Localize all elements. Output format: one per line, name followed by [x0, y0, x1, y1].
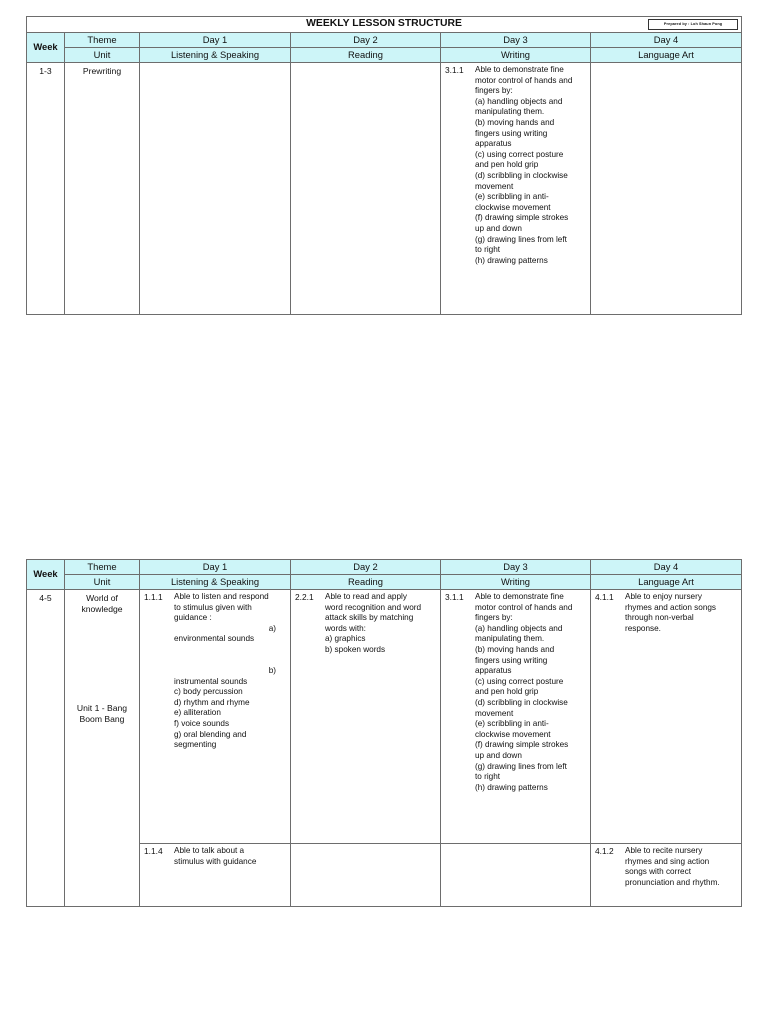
text-line: manipulating them.: [475, 107, 545, 117]
text-line: response.: [625, 623, 661, 633]
unit-header: Unit: [65, 48, 140, 63]
text-line: World of: [86, 593, 118, 603]
day1-cell: [140, 590, 291, 844]
day2-cell: [291, 844, 441, 907]
day2-skill-header: Reading: [291, 48, 441, 63]
table-row: [27, 590, 742, 844]
day3-cell: [441, 844, 591, 907]
standard-text: [625, 592, 739, 634]
week-header: Week: [27, 33, 65, 63]
text-line: Able to recite nursery: [625, 846, 703, 855]
standard-text: [625, 846, 739, 888]
day4-header: Day 4: [591, 33, 742, 48]
standard-code: 3.1.1: [445, 592, 464, 602]
text-line: and pen hold grip: [475, 160, 539, 170]
week-cell: 1-3: [27, 63, 65, 315]
text-line: b) spoken words: [325, 644, 386, 654]
day1-skill-header: Listening & Speaking: [140, 575, 291, 590]
text-line: fingers using writing: [475, 655, 548, 665]
text-line: (f) drawing simple strokes: [475, 740, 569, 750]
text-line: Able to talk about a: [174, 846, 245, 855]
document-title: WEEKLY LESSON STRUCTURE: [306, 18, 462, 30]
week-cell: 4-5: [27, 590, 65, 907]
text-line: (b) moving hands and: [475, 117, 555, 127]
standard-code: 4.1.2: [595, 846, 614, 856]
learning-standard-entry: [591, 590, 741, 634]
text-line: segmenting: [174, 740, 217, 750]
learning-standard-entry: [441, 63, 590, 266]
text-line: attack skills by matching: [325, 613, 414, 623]
text-line: (h) drawing patterns: [475, 782, 548, 792]
text-line: Able to demonstrate fine: [475, 592, 564, 601]
text-line: guidance :: [174, 613, 212, 623]
text-line: fingers by:: [475, 613, 513, 623]
text-line: Able to listen and respond: [174, 592, 269, 601]
day3-header: Day 3: [441, 560, 591, 575]
text-line: fingers using writing: [475, 128, 548, 138]
text-line: (b) moving hands and: [475, 644, 555, 654]
text-line: apparatus: [475, 666, 512, 676]
text-line: Able to demonstrate fine: [475, 65, 564, 74]
text-line: c) body percussion: [174, 687, 243, 697]
day4-cell: [591, 590, 742, 844]
text-line: movement: [475, 181, 514, 191]
text-line: to stimulus given with: [174, 602, 252, 612]
standard-text: [475, 592, 588, 793]
text-line: Boom Bang: [79, 714, 125, 724]
text-line: f) voice sounds: [174, 718, 230, 728]
standard-code: 1.1.4: [144, 846, 163, 856]
text-line: Able to enjoy nursery: [625, 592, 702, 601]
day1-cell: [140, 844, 291, 907]
text-line: Able to read and apply: [325, 592, 407, 601]
unit-text: [65, 703, 139, 725]
day1-header: Day 1: [140, 560, 291, 575]
text-line: to right: [475, 772, 501, 782]
text-line: (d) scribbling in clockwise: [475, 697, 568, 707]
text-line: Unit 1 - Bang: [76, 703, 128, 713]
text-line: instrumental sounds: [174, 676, 248, 686]
theme-header: Theme: [65, 33, 140, 48]
text-line: rhymes and sing action: [625, 856, 710, 866]
text-line: d) rhythm and rhyme: [174, 697, 250, 707]
sub-item-marker: a): [268, 623, 276, 633]
text-line: (d) scribbling in clockwise: [475, 170, 568, 180]
text-line: (g) drawing lines from left: [475, 761, 567, 771]
text-line: a) graphics: [325, 634, 366, 644]
standard-code: 3.1.1: [445, 65, 464, 75]
day2-header: Day 2: [291, 33, 441, 48]
day4-cell: [591, 63, 742, 315]
standard-text: [174, 846, 288, 867]
lesson-table-weeks-1-3: [26, 16, 742, 315]
text-line: movement: [475, 708, 514, 718]
day2-skill-header: Reading: [291, 575, 441, 590]
unit-header: Unit: [65, 575, 140, 590]
text-line: e) alliteration: [174, 708, 221, 718]
text-line: rhymes and action songs: [625, 602, 717, 612]
standard-code: 4.1.1: [595, 592, 614, 602]
text-line: words with:: [325, 623, 366, 633]
standard-text: [174, 592, 288, 751]
text-line: clockwise movement: [475, 729, 551, 739]
week-header: Week: [27, 560, 65, 590]
text-line: motor control of hands and: [475, 602, 573, 612]
text-line: (a) handling objects and: [475, 623, 563, 633]
theme-header: Theme: [65, 560, 140, 575]
text-line: clockwise movement: [475, 202, 551, 212]
text-line: stimulus with guidance: [174, 856, 257, 866]
theme-text: [65, 593, 139, 615]
prepared-by-box: Prepared by : Loh Shaun Pong: [648, 19, 738, 30]
text-line: and pen hold grip: [475, 687, 539, 697]
text-line: knowledge: [81, 604, 123, 614]
day3-cell: [441, 590, 591, 844]
day2-header: Day 2: [291, 560, 441, 575]
day3-skill-header: Writing: [441, 575, 591, 590]
text-line: through non-verbal: [625, 613, 694, 623]
learning-standard-entry: [591, 844, 741, 888]
day1-cell: [140, 63, 291, 315]
text-line: word recognition and word: [325, 602, 422, 612]
lesson-table-weeks-4-5: [26, 559, 742, 907]
text-line: (g) drawing lines from left: [475, 234, 567, 244]
day1-skill-header: Listening & Speaking: [140, 48, 291, 63]
day2-cell: [291, 63, 441, 315]
theme-cell: Prewriting: [65, 63, 140, 315]
text-line: up and down: [475, 223, 522, 233]
learning-standard-entry: [441, 590, 590, 793]
learning-standard-entry: [140, 590, 290, 751]
theme-unit-cell: [65, 590, 140, 907]
day4-skill-header: Language Art: [591, 48, 742, 63]
learning-standard-entry: [140, 844, 290, 867]
text-line: (c) using correct posture: [475, 149, 564, 159]
day4-skill-header: Language Art: [591, 575, 742, 590]
text-line: to right: [475, 245, 501, 255]
text-line: fingers by:: [475, 86, 513, 96]
standard-code: 2.2.1: [295, 592, 314, 602]
text-line: (a) handling objects and: [475, 96, 563, 106]
text-line: g) oral blending and: [174, 729, 247, 739]
day2-cell: [291, 590, 441, 844]
text-line: (c) using correct posture: [475, 676, 564, 686]
standard-text: [325, 592, 438, 656]
sub-item-text: environmental sounds: [174, 634, 255, 644]
text-line: motor control of hands and: [475, 75, 573, 85]
text-line: manipulating them.: [475, 634, 545, 644]
table-row: [27, 63, 742, 315]
text-line: pronunciation and rhythm.: [625, 877, 720, 887]
day4-cell: [591, 844, 742, 907]
day4-header: Day 4: [591, 560, 742, 575]
day3-cell: [441, 63, 591, 315]
text-line: apparatus: [475, 139, 512, 149]
text-line: songs with correct: [625, 867, 691, 877]
text-line: up and down: [475, 750, 522, 760]
text-line: (f) drawing simple strokes: [475, 213, 569, 223]
document-title-cell: [27, 17, 742, 33]
standard-code: 1.1.1: [144, 592, 163, 602]
day3-skill-header: Writing: [441, 48, 591, 63]
text-line: (e) scribbling in anti-: [475, 192, 549, 202]
day3-header: Day 3: [441, 33, 591, 48]
sub-item-marker: b): [268, 665, 276, 675]
text-line: (e) scribbling in anti-: [475, 719, 549, 729]
standard-text: [475, 65, 588, 266]
day1-header: Day 1: [140, 33, 291, 48]
text-line: (h) drawing patterns: [475, 255, 548, 265]
learning-standard-entry: [291, 590, 440, 656]
